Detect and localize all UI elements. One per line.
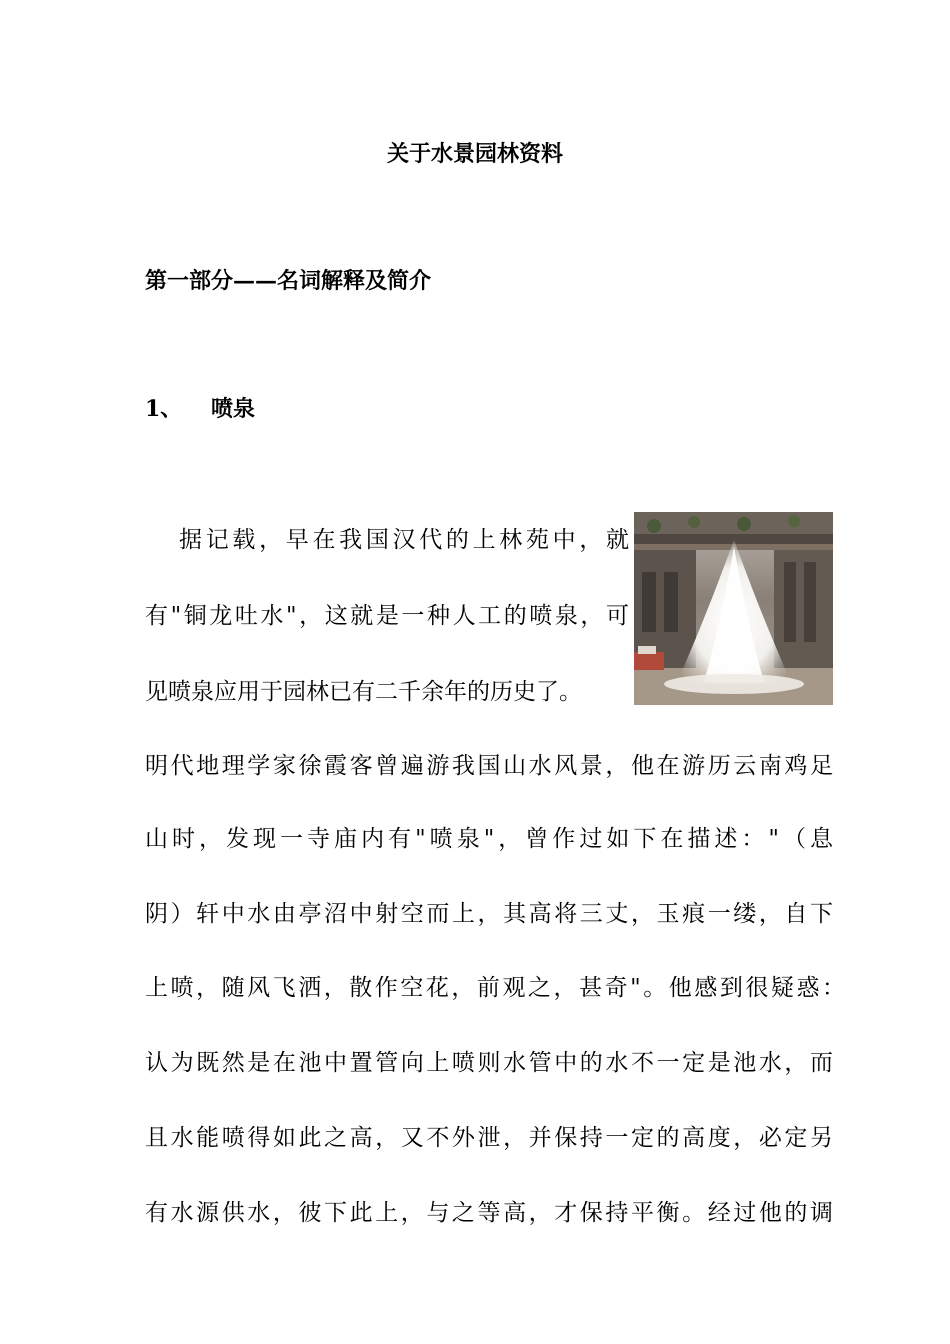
subsection-title: 喷泉 (211, 396, 256, 422)
paragraph-line: 据记载，早在我国汉代的上林苑中，就 (179, 527, 629, 553)
paragraph-line: 见喷泉应用于园林已有二千余年的历史了。 (145, 679, 582, 705)
paragraph-line: 上喷，随风飞洒，散作空花，前观之，甚奇"。他感到很疑惑： (145, 975, 845, 1001)
fountain-photo (634, 512, 833, 705)
paragraph-line: 有"铜龙吐水"，这就是一种人工的喷泉，可 (145, 603, 629, 629)
paragraph-line: 阴）轩中水由亭沼中射空而上，其高将三丈，玉痕一缕，自下 (145, 901, 833, 927)
paragraph-line: 有水源供水，彼下此上，与之等高，才保持平衡。经过他的调 (145, 1200, 833, 1226)
paragraph-line: 明代地理学家徐霞客曾遍游我国山水风景，他在游历云南鸡足 (145, 753, 833, 779)
subsection-heading (145, 393, 255, 425)
paragraph-line: 且水能喷得如此之高，又不外泄，并保持一定的高度，必定另 (145, 1125, 833, 1151)
paragraph-line: 认为既然是在池中置管向上喷则水管中的水不一定是池水，而 (145, 1050, 833, 1076)
section-heading: 第一部分——名词解释及简介 (145, 268, 432, 294)
paragraph-line: 山时，发现一寺庙内有"喷泉"，曾作过如下在描述："（息 (145, 826, 833, 852)
subsection-number: 1、 (145, 396, 183, 422)
document-title: 关于水景园林资料 (386, 141, 563, 167)
